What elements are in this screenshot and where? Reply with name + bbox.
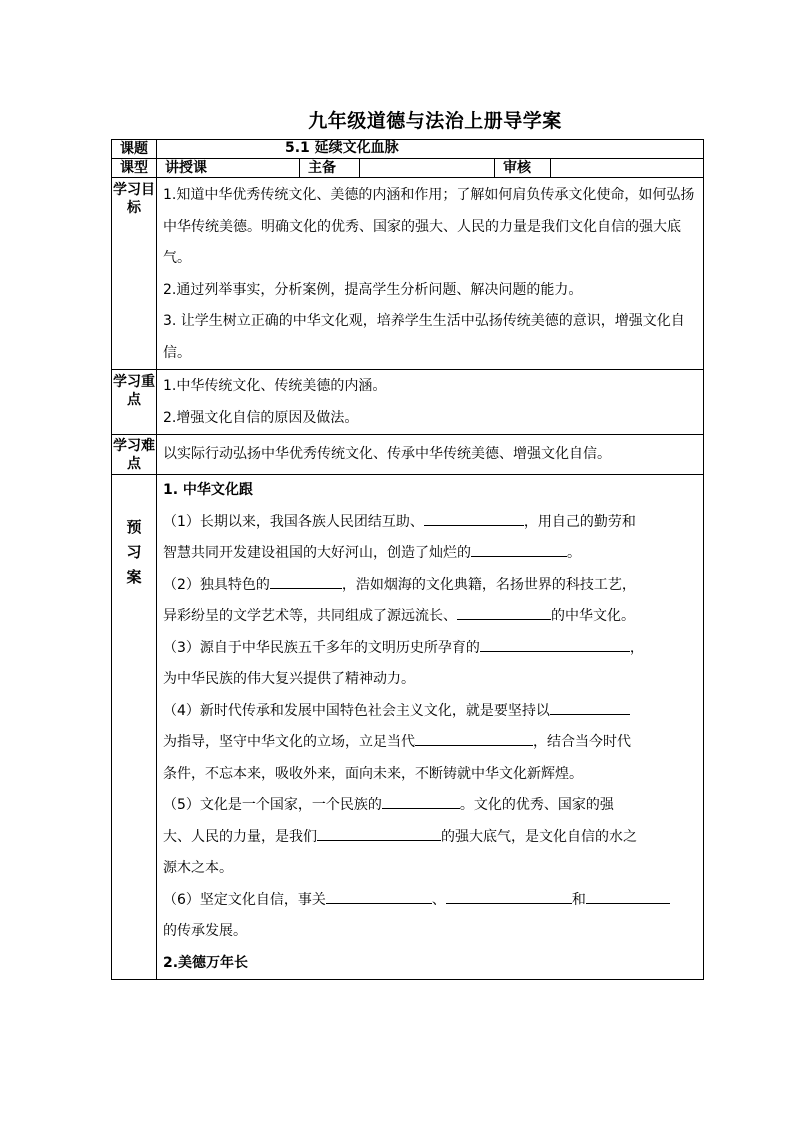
q1-text-b: ，用自己的勤劳和 xyxy=(523,513,636,530)
label-type: 课型 xyxy=(112,159,157,178)
lesson-plan-table xyxy=(111,139,704,980)
row-topic xyxy=(112,140,704,159)
q4-blank-1[interactable] xyxy=(550,699,630,715)
focus-1: 1.中华传统文化、传统美德的内涵。 xyxy=(163,378,387,394)
label-focus xyxy=(112,370,157,435)
q6-blank-3[interactable] xyxy=(586,888,670,904)
goal-1: 1.知道中华优秀传统文化、美德的内涵和作用；了解如何肩负传承文化使命，如何弘扬中华传统美德。明确文化的优秀、国家的强大、人民的力量是我们文化自信的强大底气。 xyxy=(163,187,695,266)
row-preview xyxy=(112,475,704,980)
q2-text-d: 的中华文化。 xyxy=(551,608,635,624)
question-4 xyxy=(157,696,703,791)
label-preview xyxy=(112,475,157,980)
preview-heading-1: 1. 中华文化跟 xyxy=(163,482,253,498)
q1-text-c: 智慧共同开发建设祖国的大好河山，创造了灿烂的 xyxy=(163,545,471,561)
page-title: 九年级道德与法治上册导学案 xyxy=(308,110,562,132)
type-value: 讲授课 xyxy=(157,159,300,177)
value-topic xyxy=(157,140,704,159)
goal-2: 2.通过列举事实，分析案例，提高学生分析问题、解决问题的能力。 xyxy=(163,281,583,298)
topic-text: 5.1 延续文化血脉 xyxy=(285,140,399,156)
row-focus xyxy=(112,370,704,435)
row-goals xyxy=(112,178,704,370)
q4-text-b: 为指导，坚守中华文化的立场，立足当代 xyxy=(163,734,415,750)
q5-text-a: （5）文化是一个国家，一个民族的 xyxy=(163,797,382,813)
lead-value xyxy=(360,159,495,177)
q4-text-d: 条件，不忘本来，吸收外来，面向未来，不断铸就中华文化新辉煌。 xyxy=(163,765,583,782)
goal-3: 3. 让学生树立正确的中华文化观，培养学生生活中弘扬传统美德的意识，增强文化自信。 xyxy=(163,313,685,361)
preview-label-text: 预习案 xyxy=(126,518,142,586)
q6-blank-2[interactable] xyxy=(446,888,572,904)
q1-blank-1[interactable] xyxy=(424,510,524,526)
focus-cell xyxy=(157,370,704,435)
q5-text-b: 。文化的优秀、国家的强 xyxy=(459,797,614,813)
q3-text-b: ， xyxy=(629,639,644,656)
q5-blank-2[interactable] xyxy=(317,825,441,841)
preview-cell xyxy=(157,475,704,980)
review-label: 审核 xyxy=(495,159,551,177)
row-type xyxy=(112,159,704,178)
q1-text-d: 。 xyxy=(567,545,581,561)
difficulty-cell xyxy=(157,435,704,475)
q2-text-c: 异彩纷呈的文学艺术等，共同组成了源远流长、 xyxy=(163,608,457,624)
q3-blank-1[interactable] xyxy=(480,636,630,652)
q5-text-e: 源木之本。 xyxy=(163,860,233,876)
question-6 xyxy=(157,885,703,948)
q5-text-d: 的强大底气，是文化自信的水之 xyxy=(441,828,637,845)
q6-text-b: 、 xyxy=(431,891,446,908)
q6-text-c: 和 xyxy=(571,891,586,908)
question-1 xyxy=(157,507,703,570)
label-goals xyxy=(112,178,157,370)
label-topic: 课题 xyxy=(112,140,157,159)
q3-text-a: （3）源自于中华民族五千多年的文明历史所孕育的 xyxy=(163,639,480,656)
preview-heading-2: 2.美德万年长 xyxy=(163,954,249,971)
q4-text-c: ，结合当今时代 xyxy=(533,734,631,750)
question-3 xyxy=(157,633,703,696)
q5-blank-1[interactable] xyxy=(382,793,460,809)
label-difficulty xyxy=(112,435,157,475)
difficulty-text: 以实际行动弘扬中华优秀传统文化、传承中华传统美德、增强文化自信。 xyxy=(163,446,611,462)
q2-text-a: （2）独具特色的 xyxy=(163,576,270,593)
q6-blank-1[interactable] xyxy=(326,888,432,904)
q1-text-a: （1）长期以来，我国各族人民团结互助、 xyxy=(163,513,424,530)
q6-text-a: （6）坚定文化自信，事关 xyxy=(163,891,326,908)
q2-blank-1[interactable] xyxy=(270,573,342,589)
q6-text-d: 的传承发展。 xyxy=(163,923,247,939)
q2-blank-2[interactable] xyxy=(457,604,551,620)
q1-blank-2[interactable] xyxy=(471,541,567,557)
goals-cell xyxy=(157,178,704,370)
goals-label-text: 学习目标 xyxy=(113,182,155,216)
q4-blank-2[interactable] xyxy=(415,730,533,746)
review-value xyxy=(551,159,703,177)
question-2 xyxy=(157,570,703,633)
lead-label: 主备 xyxy=(300,159,360,177)
q5-text-c: 大、人民的力量，是我们 xyxy=(163,828,317,845)
question-5 xyxy=(157,790,703,885)
q2-text-b: ，浩如烟海的文化典籍，名扬世界的科技工艺， xyxy=(341,576,636,593)
row-difficulty xyxy=(112,435,704,475)
q4-text-a: （4）新时代传承和发展中国特色社会主义文化，就是要坚持以 xyxy=(163,702,550,719)
focus-2: 2.增强文化自信的原因及做法。 xyxy=(163,409,359,426)
focus-label-text: 学习重点 xyxy=(113,374,155,408)
difficulty-label-text: 学习难点 xyxy=(113,438,155,472)
q3-text-c: 为中华民族的伟大复兴提供了精神动力。 xyxy=(163,671,415,687)
type-cell xyxy=(157,159,704,178)
